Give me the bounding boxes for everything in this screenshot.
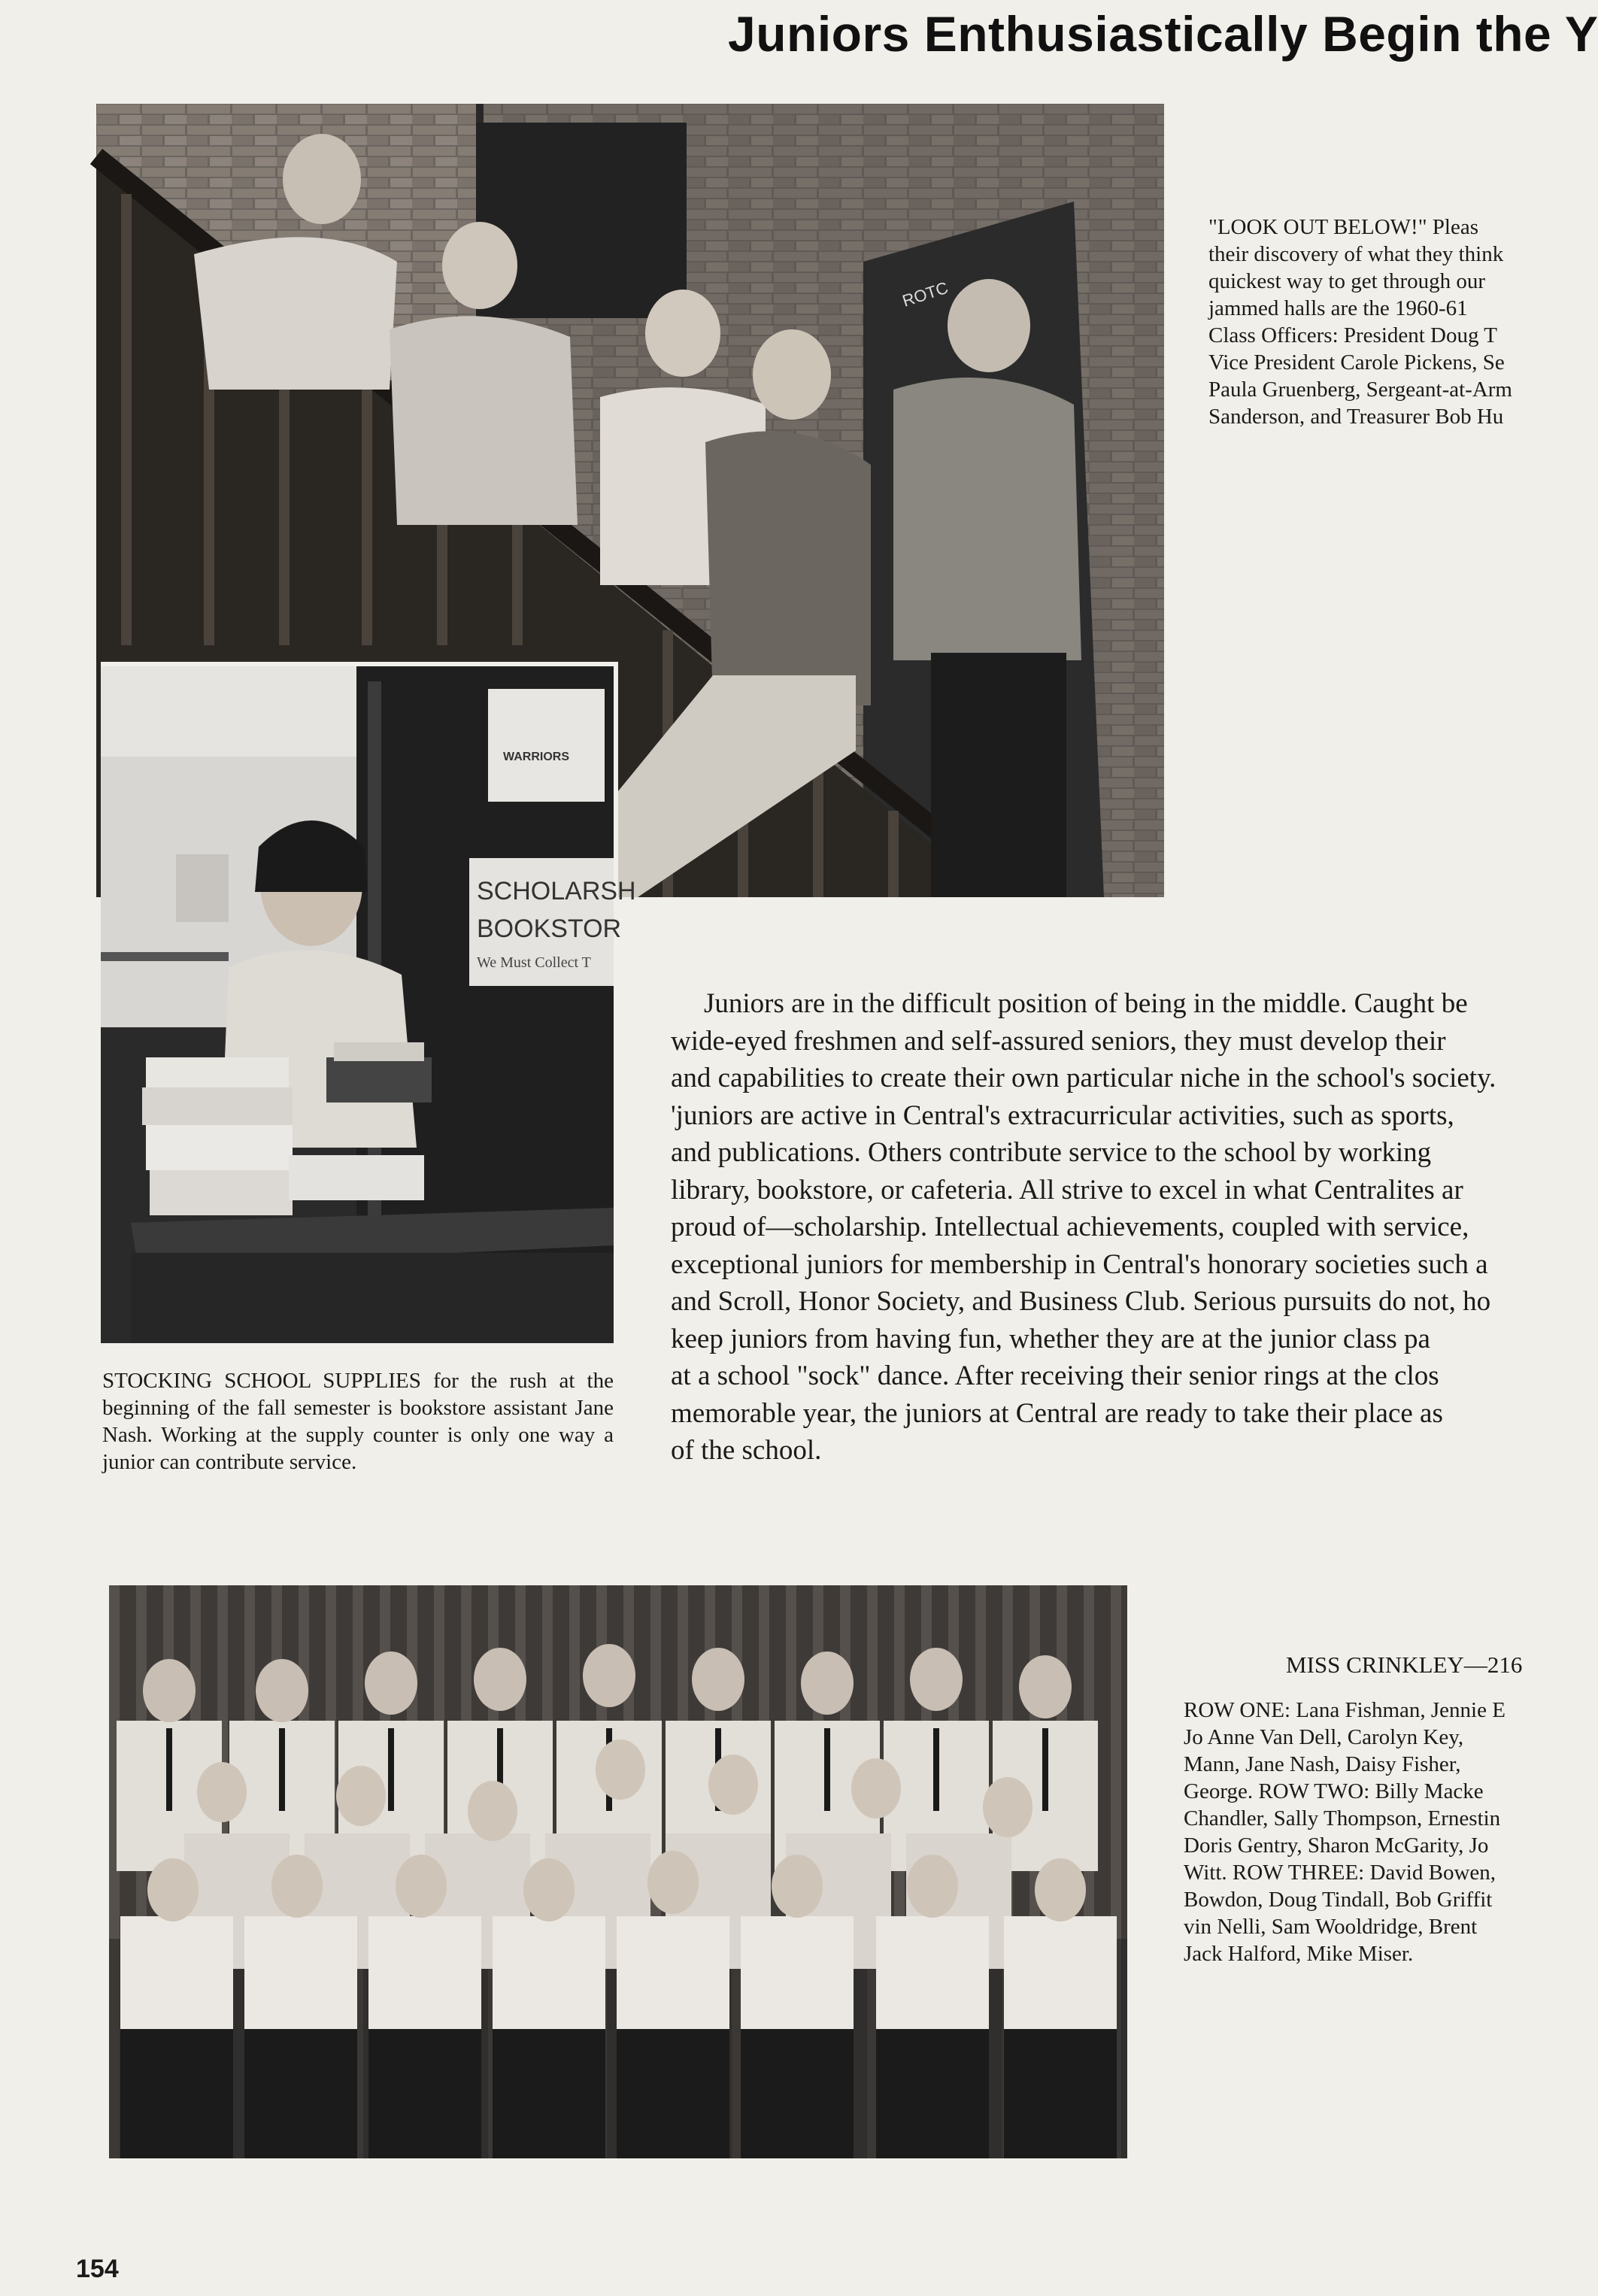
warriors-poster-text: WARRIORS — [503, 751, 569, 763]
roster-line: Jack Halford, Mike Miser. — [1184, 1942, 1414, 1966]
roster-line: vin Nelli, Sam Wooldridge, Brent — [1184, 1915, 1478, 1939]
caption-line: Vice President Carole Pickens, Se — [1208, 350, 1505, 375]
bookstore-sign-line-1: SCHOLARSH — [477, 877, 636, 905]
body-line: memorable year, the juniors at Central are ready to take their place as — [671, 1397, 1443, 1429]
body-line: Juniors are in the difficult position of being in the middle. Caught be — [704, 988, 1468, 1019]
caption-line: "LOOK OUT BELOW!" Pleas — [1208, 215, 1479, 239]
body-line: 'juniors are active in Central's extracurricular activities, such as sports, — [671, 1099, 1454, 1131]
caption-line: Sanderson, and Treasurer Bob Hu — [1208, 405, 1504, 429]
roster-line: George. ROW TWO: Billy Macke — [1184, 1779, 1484, 1803]
roster-line: Doris Gentry, Sharon McGarity, Jo — [1184, 1833, 1489, 1858]
body-line: proud of—scholarship. Intellectual achievements, coupled with service, — [671, 1212, 1469, 1242]
roster-line: Jo Anne Van Dell, Carolyn Key, — [1184, 1725, 1464, 1749]
body-line: and capabilities to create their own particular niche in the school's society. — [671, 1063, 1496, 1093]
roster-line: ROW ONE: Lana Fishman, Jennie E — [1184, 1698, 1506, 1722]
caption-line: Class Officers: President Doug T — [1208, 323, 1497, 347]
caption-line: jammed halls are the 1960-61 — [1208, 296, 1468, 320]
bookstore-photo — [101, 662, 636, 1343]
caption-line: quickest way to get through our — [1208, 269, 1486, 293]
page-title: Juniors Enthusiastically Begin the Y — [728, 6, 1598, 62]
rotc-sign-text: ROTC — [899, 278, 951, 311]
body-line: keep juniors from having fun, whether they are at the junior class pa — [671, 1323, 1430, 1354]
roster-line: Mann, Jane Nash, Daisy Fisher, — [1184, 1752, 1461, 1776]
officers-photo-caption — [1208, 214, 1589, 430]
homeroom-title: MISS CRINKLEY—216 — [1286, 1651, 1523, 1678]
roster-line: Witt. ROW THREE: David Bowen, — [1184, 1861, 1496, 1885]
body-line: wide-eyed freshmen and self-assured seniors, they must develop their — [671, 1025, 1446, 1057]
bookstore-photo-caption: STOCKING SCHOOL SUPPLIES for the rush at the beginning of the fall semester is bookstore assistant Jane Nash. Working at the supply counter is only one way a junior can contribute service. — [102, 1369, 614, 1474]
bookstore-sign-line-2: BOOKSTOR — [477, 914, 622, 943]
caption-line: Paula Gruenberg, Sergeant-at-Arm — [1208, 378, 1512, 402]
caption-line: their discovery of what they think — [1208, 242, 1504, 266]
body-line: and publications. Others contribute service to the school by working — [671, 1137, 1432, 1168]
body-line: exceptional juniors for membership in Central's honorary societies such a — [671, 1248, 1488, 1280]
body-line: at a school "sock" dance. After receiving their senior rings at the clos — [671, 1360, 1439, 1391]
body-line: library, bookstore, or cafeteria. All strive to excel in what Centralites ar — [671, 1174, 1463, 1206]
homeroom-group-photo — [109, 1585, 1127, 2158]
homeroom-roster — [1184, 1697, 1589, 1967]
body-line: of the school. — [671, 1435, 822, 1466]
page-number: 154 — [76, 2255, 119, 2283]
body-line: and Scroll, Honor Society, and Business Club. Serious pursuits do not, ho — [671, 1286, 1491, 1317]
roster-line: Bowdon, Doug Tindall, Bob Griffit — [1184, 1888, 1493, 1912]
roster-line: Chandler, Sally Thompson, Ernestin — [1184, 1806, 1501, 1830]
bookstore-sign-line-3: We Must Collect T — [477, 954, 591, 971]
article-body — [671, 985, 1589, 1497]
